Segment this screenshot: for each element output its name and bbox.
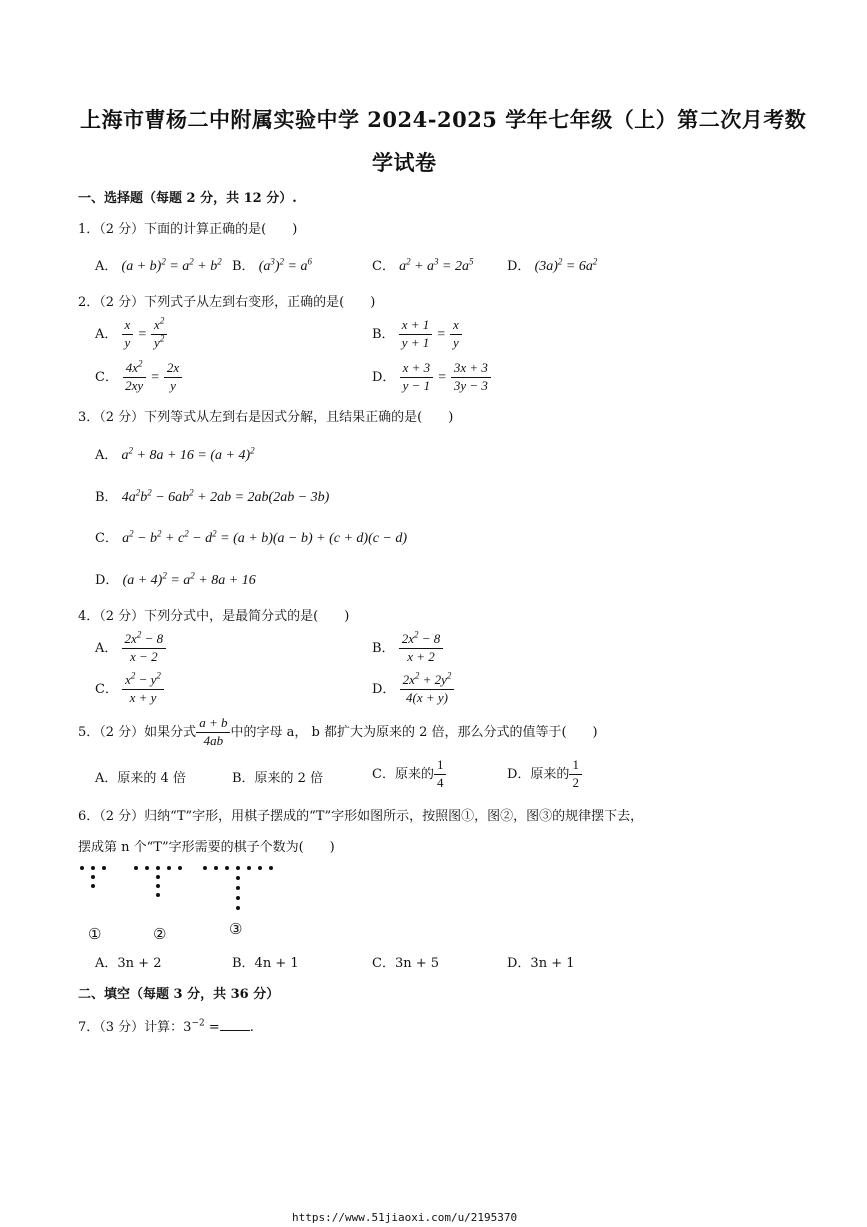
q4-option-d: D． $\frac{2x^2 + 2y^2}{4(x + y)}$ xyxy=(372,673,454,706)
q1-option-d: D． $(3a)^2 = 6a^2$ xyxy=(507,256,598,274)
q4-stem: 4．（2 分）下列分式中，是最简分式的是( ) xyxy=(78,609,350,624)
q2-option-b: B． $\frac{x + 1}{y + 1}$ = $\frac{x}{y}$ xyxy=(372,318,462,351)
section-heading-fill: 二、填空（每题 3 分，共 36 分） xyxy=(78,987,280,1002)
q2-option-c: C． $\frac{4x^2}{2xy}$ = $\frac{2x}{y}$ xyxy=(95,361,182,394)
figure-label-1: ① xyxy=(88,925,102,943)
q5-option-a: A．原来的 4 倍 xyxy=(95,771,186,786)
q2-option-a: A． $\frac{x}{y}$ = $\frac{x^2}{y^2}$ xyxy=(95,318,167,351)
q1-option-c: C． $a^2 + a^3 = 2a^5$ xyxy=(372,256,474,274)
q5-stem: 5．（2 分）如果分式 $\frac{a + b}{4ab}$ 中的字母 a， b 都扩大为原来的 2 倍，那么分式的值等于( ) xyxy=(78,715,598,748)
q1-stem: 1．（2 分）下面的计算正确的是( ) xyxy=(78,222,298,237)
page-title-line1: 上海市曹杨二中附属实验中学 2024-2025 学年七年级（上）第二次月考数 xyxy=(80,107,807,132)
q6-option-c: C．3n + 5 xyxy=(372,956,440,971)
q3-option-a: A． $a^2 + 8a + 16 = (a + 4)^2$ xyxy=(95,445,255,463)
q3-option-b: B． $4a^2b^2 - 6ab^2 + 2ab = 2ab(2ab - 3b)$ xyxy=(95,487,330,505)
q3-stem: 3．（2 分）下列等式从左到右是因式分解，且结果正确的是( ) xyxy=(78,410,454,425)
q2-stem: 2．（2 分）下列式子从左到右变形，正确的是( ) xyxy=(78,295,376,310)
q1-option-b: B． $(a^3)^2 = a^6$ xyxy=(232,256,312,274)
q4-option-a: A． $\frac{2x^2 - 8}{x - 2}$ xyxy=(95,632,166,665)
q7-answer-blank xyxy=(220,1018,250,1031)
q6-stem-line1: 6．（2 分）归纳“T”字形，用棋子摆成的“T”字形如图所示，按照图①，图②，图③的规律摆下去， xyxy=(78,809,644,824)
figure-label-2: ② xyxy=(153,925,167,943)
q1-option-a: A． $(a + b)^2 = a^2 + b^2$ xyxy=(95,256,222,274)
q3-option-d: D． $(a + 4)^2 = a^2 + 8a + 16$ xyxy=(95,570,256,588)
q7-stem: 7．（3 分）计算：$3^{-2}$ = . xyxy=(78,1018,254,1035)
q6-option-b: B．4n + 1 xyxy=(232,956,299,971)
footer-url: https://www.51jiaoxi.com/u/2195370 xyxy=(292,1211,518,1224)
page-title-line2: 学试卷 xyxy=(372,150,437,175)
q5-option-d: D．原来的 $\frac{1}{2}$ xyxy=(507,758,582,791)
q6-option-a: A．3n + 2 xyxy=(95,956,162,971)
section-heading-choice: 一、选择题（每题 2 分，共 12 分）. xyxy=(78,191,297,206)
q3-option-c: C． $a^2 - b^2 + c^2 - d^2 = (a + b)(a - b) + (c + d)(c - d)$ xyxy=(95,528,408,546)
q6-option-d: D．3n + 1 xyxy=(507,956,575,971)
q4-option-b: B． $\frac{2x^2 - 8}{x + 2}$ xyxy=(372,632,443,665)
q5-option-b: B．原来的 2 倍 xyxy=(232,771,324,786)
q4-option-c: C． $\frac{x^2 - y^2}{x + y}$ xyxy=(95,673,164,706)
q5-option-c: C．原来的 $\frac{1}{4}$ xyxy=(372,758,446,791)
q6-stem-line2: 摆成第 n 个“T”字形需要的棋子个数为( ) xyxy=(78,840,335,855)
figure-label-3: ③ xyxy=(229,920,243,938)
q2-option-d: D． $\frac{x + 3}{y - 1}$ = $\frac{3x + 3}{3y - 3}$ xyxy=(372,361,491,394)
